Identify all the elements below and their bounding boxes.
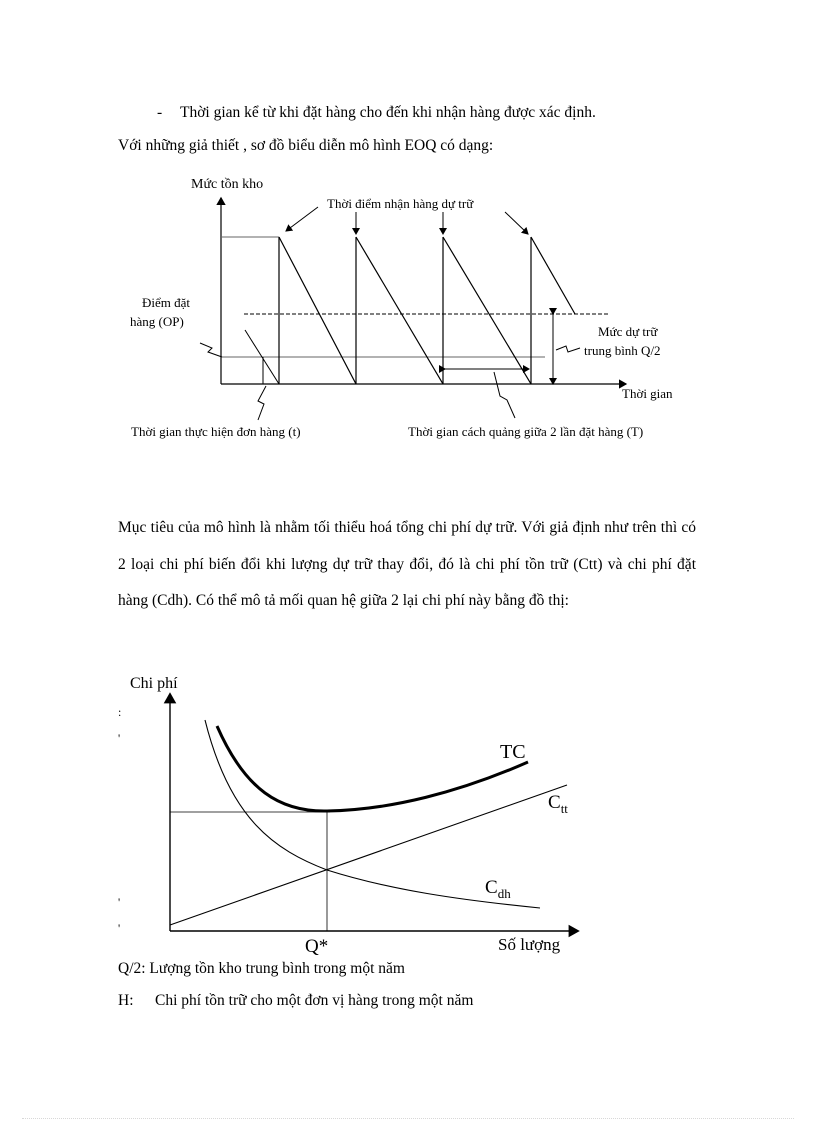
- ctt-label: $C_{tt}$: [548, 792, 568, 816]
- cdh-label: $C_{dh}$: [485, 877, 511, 901]
- qstar-label: Q*: [305, 936, 329, 957]
- objective-paragraph: Mục tiêu của mô hình là nhằm tối thiểu hoá tổng chi phí dự trữ. Với giả định như trên thì có 2 loại chi phí biến đổi khi lượng dự trữ thay đổi, đó là chi phí tồn trữ (Ctt) và chi phí đặt hàng (Cdh). Có thể mô tả mối quan hệ giữa 2 lại chi phí này bằng đồ thị:: [118, 519, 696, 609]
- fig1-x-label: Thời gian: [622, 386, 673, 401]
- page-bottom-rule: [22, 1118, 794, 1119]
- margin-mark: :: [118, 705, 122, 719]
- intro-line-1: Thời gian kể từ khi đặt hàng cho đến khi nhận hàng được xác định.: [180, 104, 596, 121]
- note-h-key: H:: [118, 992, 134, 1009]
- note-q2: Q/2: Lượng tồn kho trung bình trong một năm: [118, 960, 405, 977]
- avg-label-1: Mức dự trữ: [598, 324, 658, 339]
- fig1-y-label: Mức tồn kho: [191, 177, 264, 192]
- op-label-1: Điểm đặt: [142, 295, 191, 310]
- receive-point-label: Thời điểm nhận hàng dự trữ: [327, 196, 474, 211]
- tc-curve: [217, 726, 528, 811]
- margin-mark: ': [118, 895, 121, 909]
- lead-time-label: Thời gian thực hiện đơn hàng (t): [131, 424, 301, 439]
- avg-label-2: trung bình Q/2: [584, 343, 661, 358]
- cycle-time-label: Thời gian cách quảng giữa 2 lần đặt hàng (T): [408, 424, 644, 439]
- fig2-y-label: Chi phí: [130, 675, 178, 692]
- margin-mark: ': [118, 731, 121, 745]
- tc-label: TC: [500, 741, 526, 763]
- margin-mark: ': [118, 921, 121, 935]
- fig2-x-label: Số lượng: [498, 935, 561, 954]
- intro-line-2: Với những giả thiết , sơ đồ biểu diễn mô hình EOQ có dạng:: [118, 137, 494, 154]
- bullet-dash: -: [157, 104, 163, 121]
- note-h-text: Chi phí tồn trữ cho một đơn vị hàng trong một năm: [155, 992, 474, 1009]
- op-label-2: hàng (OP): [130, 314, 184, 329]
